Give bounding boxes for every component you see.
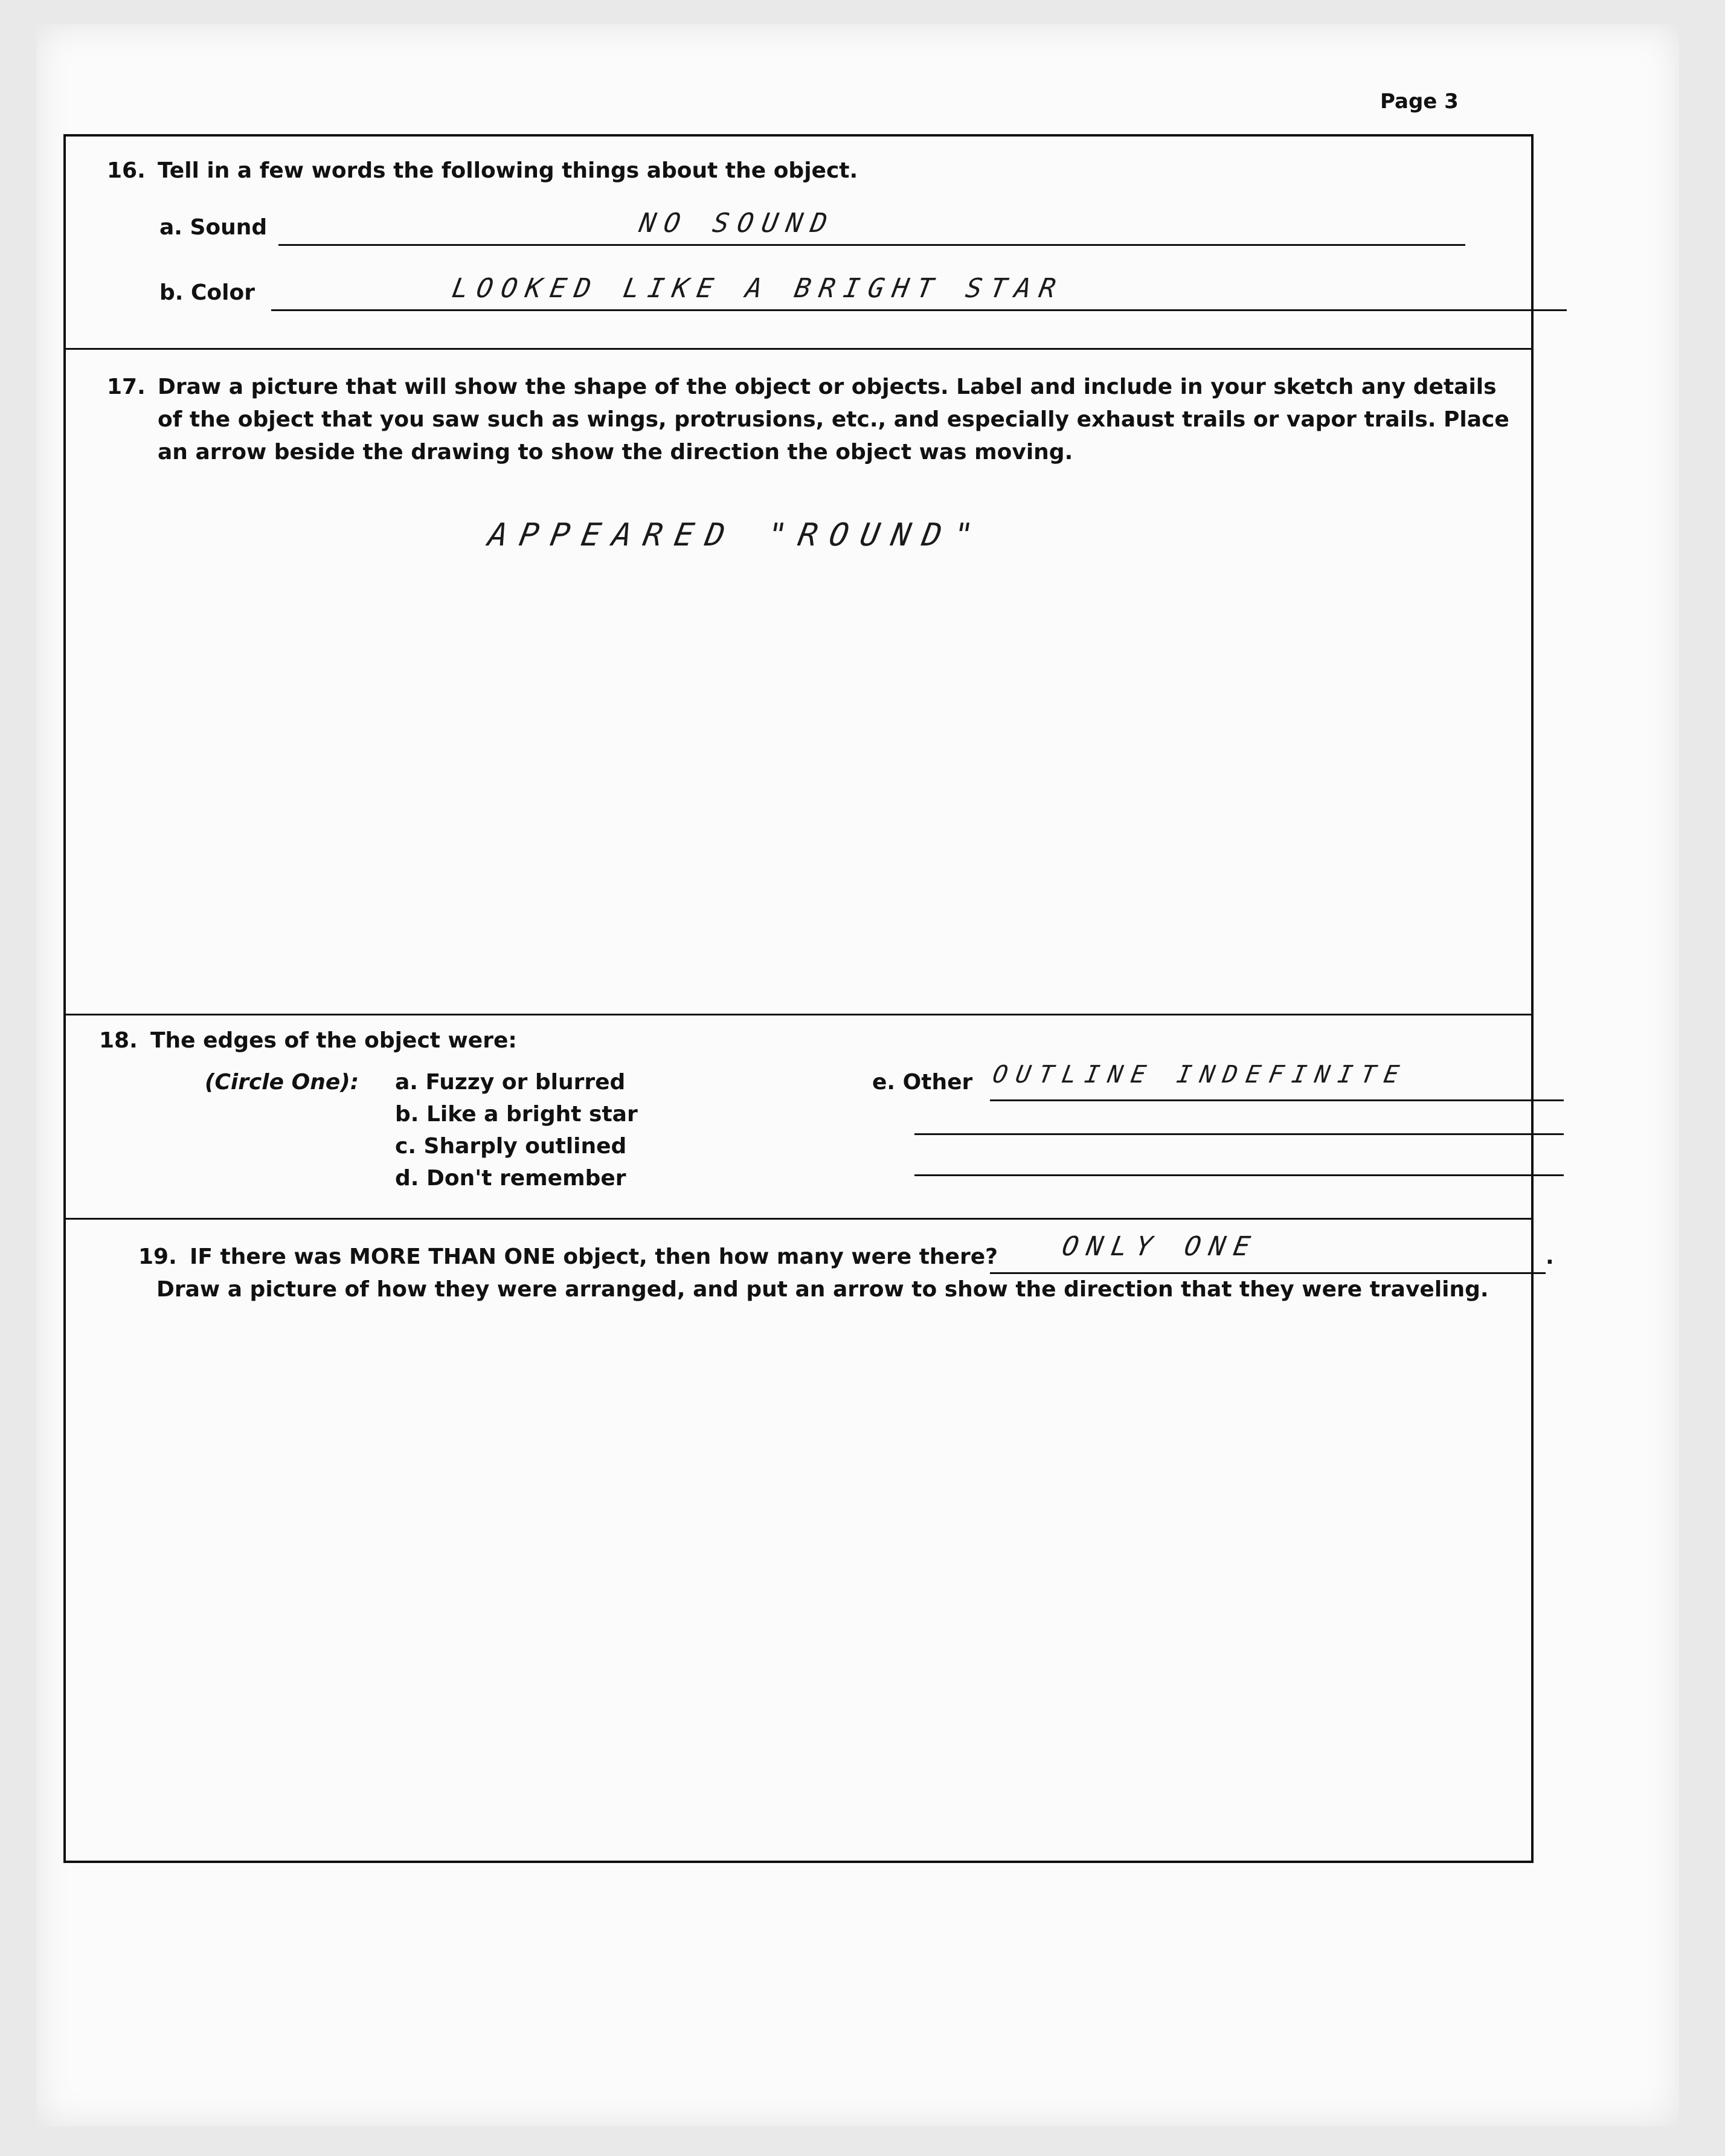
- q17-line3: an arrow beside the drawing to show the direction the object was moving.: [158, 440, 1073, 465]
- q17-line2: of the object that you saw such as wings, protrusions, etc., and especially exhaust trails or vapor trails. Place: [158, 407, 1509, 432]
- q16-sound-label: a. Sound: [159, 215, 268, 240]
- section-divider-16-17: [66, 348, 1531, 350]
- q16-sound-answer[interactable]: NO SOUND: [637, 208, 838, 239]
- q19-count-answer[interactable]: ONLY ONE: [1059, 1231, 1261, 1262]
- page-number: Page 3: [1380, 89, 1459, 114]
- q16-color-label: b. Color: [159, 280, 255, 305]
- q17-number: 17.: [107, 375, 146, 399]
- q19-line1: IF there was MORE THAN ONE object, then how many were there?: [190, 1244, 998, 1269]
- q16-text: Tell in a few words the following things about the object.: [158, 158, 858, 183]
- q16-sound-line: [278, 244, 1465, 246]
- q16-prompt: [107, 155, 858, 187]
- q16-color-answer[interactable]: LOOKED LIKE A BRIGHT STAR: [449, 273, 1067, 304]
- q18-option-b[interactable]: b. Like a bright star: [395, 1102, 638, 1127]
- section-divider-17-18: [66, 1014, 1531, 1015]
- q18-option-d[interactable]: d. Don't remember: [395, 1166, 626, 1191]
- q18-other-line-2: [914, 1133, 1564, 1135]
- q16-number: 16.: [107, 158, 146, 183]
- q18-other-label: e. Other: [872, 1070, 973, 1095]
- q19-number: 19.: [138, 1244, 177, 1269]
- section-divider-18-19: [66, 1218, 1531, 1220]
- q18-option-c[interactable]: c. Sharply outlined: [395, 1134, 627, 1159]
- q18-other-line-3: [914, 1174, 1564, 1176]
- q17-line1: Draw a picture that will show the shape of the object or objects. Label and include in your sketch any details: [158, 375, 1497, 399]
- q16-color-line: [271, 309, 1567, 311]
- form-box: [63, 134, 1554, 1863]
- q19-period: .: [1546, 1244, 1554, 1269]
- q18-option-a[interactable]: a. Fuzzy or blurred: [395, 1070, 626, 1095]
- q19-line2: Draw a picture of how they were arranged, and put an arrow to show the direction that they were traveling.: [156, 1277, 1489, 1302]
- q18-other-line-1: [990, 1099, 1564, 1101]
- q18-text: The edges of the object were:: [150, 1028, 517, 1053]
- q18-number: 18.: [99, 1028, 138, 1053]
- q18-circle-one: (Circle One):: [205, 1070, 359, 1095]
- q18-other-answer[interactable]: OUTLINE INDEFINITE: [990, 1061, 1410, 1089]
- q17-sketch-answer[interactable]: APPEARED "ROUND": [485, 517, 988, 553]
